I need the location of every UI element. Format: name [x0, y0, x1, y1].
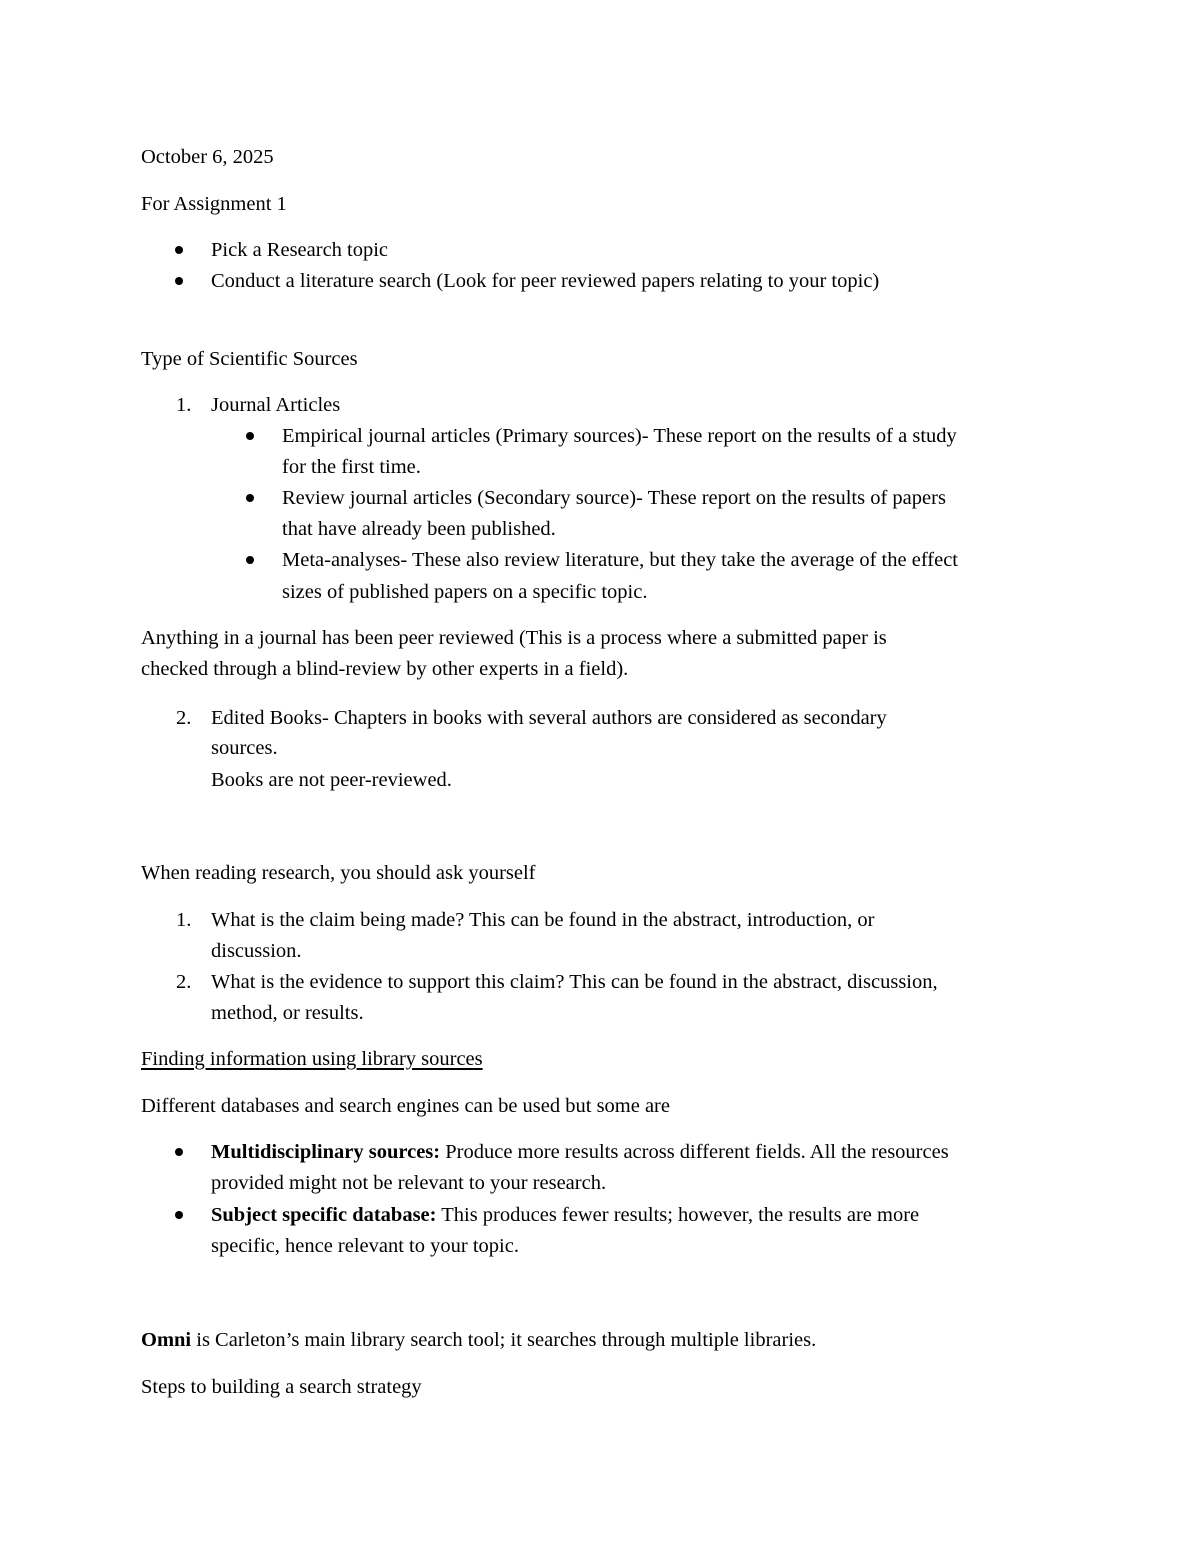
edited-books-item: Edited Books- Chapters in books with several authors are considered as secondary [211, 707, 887, 729]
subject-specific-text: This produces fewer results; however, the results are more [436, 1204, 920, 1226]
bullet-icon [175, 1211, 183, 1219]
subitem-empirical-cont: for the first time. [282, 456, 421, 478]
library-heading: Finding information using library sources [141, 1048, 483, 1070]
reading-item-cont: method, or results. [211, 1002, 364, 1024]
subitem-review-cont: that have already been published. [282, 518, 556, 540]
multidisciplinary-cont: provided might not be relevant to your research. [211, 1172, 607, 1194]
multidisciplinary-item [211, 1140, 949, 1164]
subitem-meta: Meta-analyses- These also review literature, but they take the average of the effect [282, 549, 958, 571]
assignment-heading: For Assignment 1 [141, 193, 287, 215]
assignment-item: Pick a Research topic [211, 239, 389, 261]
bullet-icon [246, 432, 254, 440]
subitem-empirical: Empirical journal articles (Primary sources)- These report on the results of a study [282, 425, 957, 447]
list-number: 1. [176, 909, 192, 931]
assignment-item: Conduct a literature search (Look for peer reviewed papers relating to your topic) [211, 270, 880, 292]
bullet-icon [175, 246, 183, 254]
books-not-peer-reviewed: Books are not peer-reviewed. [211, 769, 452, 791]
reading-item: What is the evidence to support this claim? This can be found in the abstract, discussion, [211, 971, 938, 993]
omni-term: Omni [141, 1329, 192, 1351]
bullet-icon [175, 277, 183, 285]
multidisciplinary-term: Multidisciplinary sources: [211, 1141, 441, 1163]
search-strategy-heading: Steps to building a search strategy [141, 1376, 422, 1398]
edited-books-cont: sources. [211, 737, 278, 759]
omni-line [141, 1328, 816, 1352]
subject-specific-cont: specific, hence relevant to your topic. [211, 1235, 519, 1257]
reading-item-cont: discussion. [211, 940, 302, 962]
journal-articles-label: Journal Articles [211, 394, 341, 416]
subject-specific-item [211, 1203, 919, 1227]
list-number: 2. [176, 707, 192, 729]
bullet-icon [246, 556, 254, 564]
peer-review-note: Anything in a journal has been peer reviewed (This is a process where a submitted paper is [141, 627, 887, 649]
subject-specific-term: Subject specific database: [211, 1204, 437, 1226]
multidisciplinary-text: Produce more results across different fields. All the resources [440, 1141, 949, 1163]
reading-heading: When reading research, you should ask yourself [141, 862, 536, 884]
list-number: 1. [176, 394, 192, 416]
bullet-icon [175, 1148, 183, 1156]
document-date: October 6, 2025 [141, 146, 274, 168]
subitem-review: Review journal articles (Secondary source)- These report on the results of papers [282, 487, 946, 509]
bullet-icon [246, 494, 254, 502]
omni-text: is Carleton’s main library search tool; it searches through multiple libraries. [191, 1329, 817, 1351]
library-intro: Different databases and search engines can be used but some are [141, 1095, 670, 1117]
list-number: 2. [176, 971, 192, 993]
subitem-meta-cont: sizes of published papers on a specific topic. [282, 581, 648, 603]
peer-review-note-cont: checked through a blind-review by other experts in a field). [141, 658, 629, 680]
reading-item: What is the claim being made? This can be found in the abstract, introduction, or [211, 909, 875, 931]
sources-heading: Type of Scientific Sources [141, 348, 358, 370]
